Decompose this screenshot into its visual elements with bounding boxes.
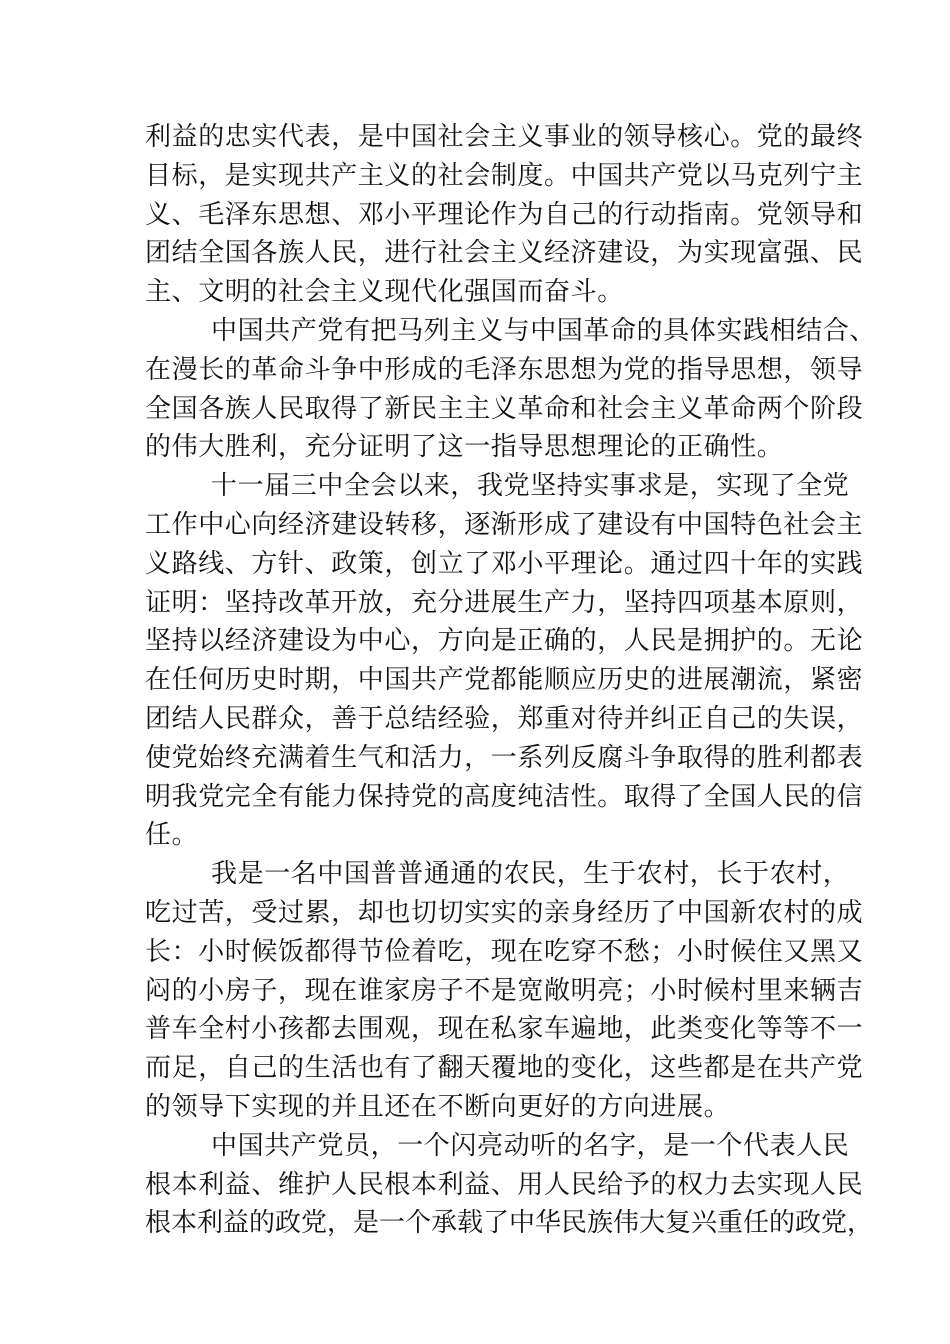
text-line: 明我党完全有能力保持党的高度纯洁性。取得了全国人民的信 bbox=[145, 781, 864, 812]
text-line: 证明：坚持改革开放，充分进展生产力，坚持四项基本原则， bbox=[145, 587, 864, 618]
text-line: 利益的忠实代表，是中国社会主义事业的领导核心。党的最终 bbox=[145, 122, 864, 152]
text-line: 吃过苦，受过累，却也切切实实的亲身经历了中国新农村的成 bbox=[145, 897, 864, 928]
text-line: 全国各族人民取得了新民主主义革命和社会主义革命两个阶段 bbox=[145, 393, 864, 424]
text-line: 主、文明的社会主义现代化强国而奋斗。 bbox=[145, 277, 624, 308]
text-line: 工作中心向经济建设转移，逐渐形成了建设有中国特色社会主 bbox=[145, 509, 864, 540]
text-line: 团结人民群众，善于总结经验，郑重对待并纠正自己的失误， bbox=[145, 703, 864, 734]
text-line: 在漫长的革命斗争中形成的毛泽东思想为党的指导思想，领导 bbox=[145, 354, 864, 385]
text-line: 义路线、方针、政策，创立了邓小平理论。通过四十年的实践 bbox=[145, 548, 864, 579]
text-line: 使党始终充满着生气和活力，一系列反腐斗争取得的胜利都表 bbox=[145, 742, 864, 773]
text-line: 的伟大胜利，充分证明了这一指导思想理论的正确性。 bbox=[145, 432, 784, 463]
text-line: 长：小时候饭都得节俭着吃，现在吃穿不愁；小时候住又黑又 bbox=[145, 936, 864, 967]
paragraph-first-line: 我是一名中国普普通通的农民，生于农村，长于农村， bbox=[211, 859, 850, 890]
text-line: 义、毛泽东思想、邓小平理论作为自己的行动指南。党领导和 bbox=[145, 199, 864, 230]
text-line: 目标，是实现共产主义的社会制度。中国共产党以马克列宁主 bbox=[145, 160, 864, 191]
text-line: 任。 bbox=[145, 820, 199, 851]
body-text bbox=[145, 118, 877, 1243]
text-line: 团结全国各族人民，进行社会主义经济建设，为实现富强、民 bbox=[145, 238, 864, 269]
paragraph-first-line: 中国共产党有把马列主义与中国革命的具体实践相结合、 bbox=[211, 315, 877, 346]
text-line: 而足，自己的生活也有了翻天覆地的变化，这些都是在共产党 bbox=[145, 1053, 864, 1084]
text-line: 坚持以经济建设为中心，方向是正确的，人民是拥护的。无论 bbox=[145, 626, 864, 657]
text-line: 在任何历史时期，中国共产党都能顺应历史的进展潮流，紧密 bbox=[145, 665, 864, 696]
text-line: 根本利益、维护人民根本利益、用人民给予的权力去实现人民 bbox=[145, 1169, 864, 1200]
text-line: 根本利益的政党，是一个承载了中华民族伟大复兴重任的政党， bbox=[145, 1208, 874, 1239]
text-line: 普车全村小孩都去围观，现在私家车遍地，此类变化等等不一 bbox=[145, 1014, 864, 1045]
paragraph-first-line: 中国共产党员，一个闪亮动听的名字，是一个代表人民 bbox=[211, 1130, 850, 1161]
text-line: 的领导下实现的并且还在不断向更好的方向进展。 bbox=[145, 1091, 731, 1122]
paragraph-first-line: 十一届三中全会以来，我党坚持实事求是，实现了全党 bbox=[211, 471, 850, 502]
text-line: 闷的小房子，现在谁家房子不是宽敞明亮；小时候村里来辆吉 bbox=[145, 975, 864, 1006]
